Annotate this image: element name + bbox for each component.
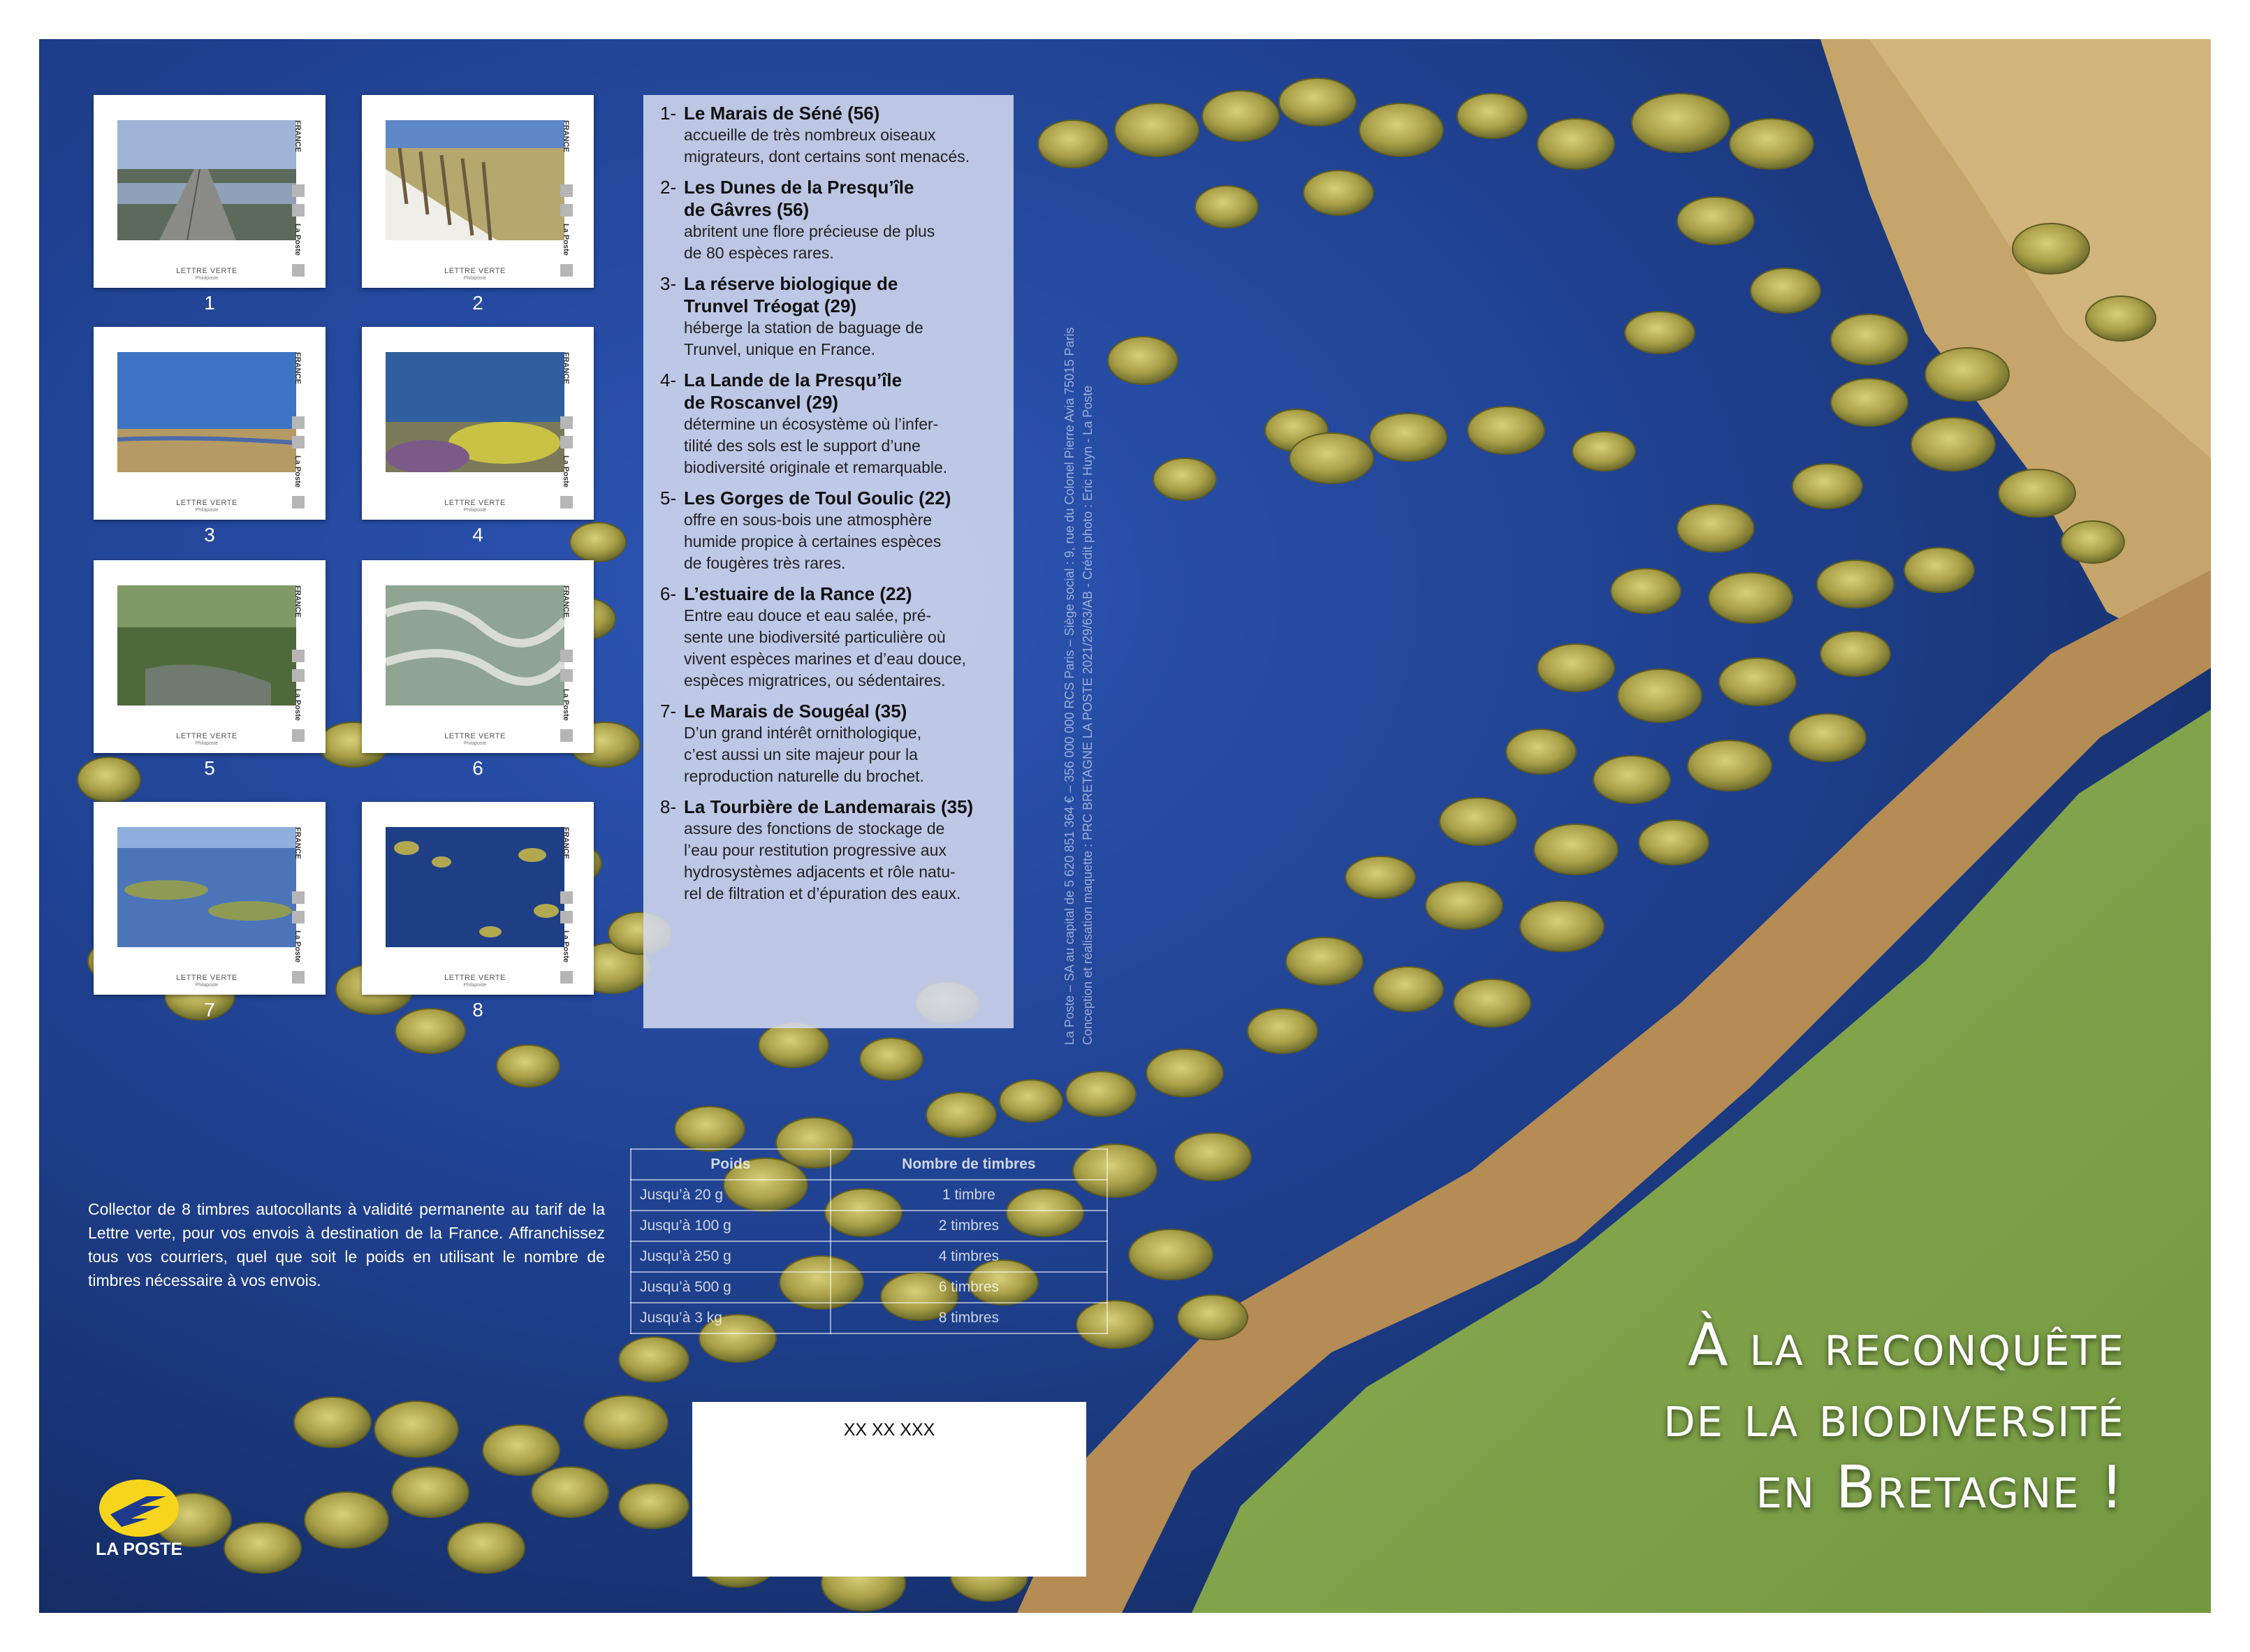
stamp-printer: Philaposte xyxy=(195,983,219,988)
sheet-title xyxy=(1227,1309,2125,1523)
site-desc-line: de fougères très rares. xyxy=(684,554,846,572)
site-title: Les Gorges de Toul Goulic (22) xyxy=(684,488,951,509)
stamp-1 xyxy=(94,95,326,288)
site-number: 1- xyxy=(660,103,677,124)
legal-mentions xyxy=(1060,130,1097,1045)
stamp-printer: Philaposte xyxy=(195,508,219,513)
site-number: 4- xyxy=(660,370,677,390)
site-entry xyxy=(660,583,1000,692)
site-desc-line: D’un grand intérêt ornithologique, xyxy=(684,724,922,742)
legal-line: Conception et réalisation maquette : PRC BRETAGNE LA POSTE 2021/29/63/AB - Crédit photo : Eric Huyn - La Poste xyxy=(1081,385,1095,1045)
site-desc-line: c’est aussi un site majeur pour la xyxy=(684,745,918,763)
stamp-4 xyxy=(362,327,594,520)
stamp-photo-peat-bog xyxy=(386,827,564,947)
title-line: en Bretagne ! xyxy=(1755,1453,2125,1521)
site-number: 2- xyxy=(660,177,677,198)
site-number: 5- xyxy=(660,488,677,509)
site-title-line2: Trunvel Tréogat (29) xyxy=(684,295,857,316)
stamp-tariff: LETTRE VERTE xyxy=(176,732,238,740)
site-entry xyxy=(660,102,1000,168)
stamp-tariff: LETTRE VERTE xyxy=(444,974,506,982)
table-cell-stamps: 8 timbres xyxy=(831,1303,1107,1333)
stamp-brand: La Poste xyxy=(562,930,570,963)
stamp-7 xyxy=(94,802,326,995)
stamp-printer: Philaposte xyxy=(463,276,487,281)
table-header-stamps: Nombre de timbres xyxy=(831,1149,1107,1180)
stamp-brand: La Poste xyxy=(293,689,302,721)
logo-label: LA POSTE xyxy=(95,1540,183,1559)
site-desc-line: rel de filtration et d’épuration des eaux. xyxy=(684,884,961,902)
stamp-8 xyxy=(362,802,594,995)
site-title: Le Marais de Sougéal (35) xyxy=(684,701,907,722)
site-desc-line: hydrosystèmes adjacents et rôle natu- xyxy=(684,863,956,881)
stamp-number: 1 xyxy=(204,292,215,314)
site-title-line2: de Roscanvel (29) xyxy=(684,392,839,413)
stamp-photo-dunes-fence xyxy=(386,120,564,240)
table-cell-stamps: 6 timbres xyxy=(831,1272,1107,1303)
stamp-country: FRANCE xyxy=(562,585,570,617)
site-desc-line: abritent une flore précieuse de plus xyxy=(684,222,935,240)
site-desc-line: Entre eau douce et eau salée, pré- xyxy=(684,606,932,624)
site-desc-line: humide propice à certaines espèces xyxy=(684,532,942,550)
table-cell-stamps: 2 timbres xyxy=(831,1211,1107,1241)
code-box xyxy=(692,1402,1086,1577)
site-entry xyxy=(660,176,1000,264)
site-entry xyxy=(660,487,1000,574)
site-desc-line: détermine un écosystème où l’infer- xyxy=(684,415,939,433)
stamp-country: FRANCE xyxy=(293,827,302,859)
stamp-photo-marsh-water xyxy=(117,827,296,947)
stamp-country: FRANCE xyxy=(293,585,302,617)
table-cell-weight: Jusqu’à 100 g xyxy=(631,1211,831,1241)
site-desc-line: Trunvel, unique en France. xyxy=(684,340,876,358)
stamp-tariff: LETTRE VERTE xyxy=(444,499,506,507)
stamp-photo-forest-stream xyxy=(117,585,296,706)
site-desc-line: héberge la station de baguage de xyxy=(684,319,923,337)
site-desc-line: tilité des sols est le support d’une xyxy=(684,437,921,455)
stamp-brand: La Poste xyxy=(562,455,570,488)
stamp-printer: Philaposte xyxy=(463,983,487,988)
stamp-printer: Philaposte xyxy=(195,741,219,746)
collector-sheet xyxy=(39,39,2211,1613)
table-row xyxy=(631,1303,1107,1333)
site-desc-line: espèces migratrices, ou sédentaires. xyxy=(684,671,946,689)
site-desc-line: reproduction naturelle du brochet. xyxy=(684,767,924,785)
table-cell-stamps: 1 timbre xyxy=(831,1180,1107,1211)
stamp-country: FRANCE xyxy=(293,120,302,152)
site-entry xyxy=(660,700,1000,787)
stamp-photo-estuary-aerial xyxy=(386,585,564,706)
la-poste-bird-icon xyxy=(98,1478,180,1538)
sites-description-panel xyxy=(643,95,1014,1028)
stamp-country: FRANCE xyxy=(562,827,570,859)
site-desc-line: offre en sous-bois une atmosphère xyxy=(684,511,933,529)
stamp-tariff: LETTRE VERTE xyxy=(176,499,238,507)
stamp-number: 7 xyxy=(204,999,215,1021)
stamp-country: FRANCE xyxy=(562,352,570,384)
site-entry xyxy=(660,272,1000,360)
stamp-5 xyxy=(94,560,326,753)
site-title: Le Marais de Séné (56) xyxy=(684,103,880,124)
site-title: La réserve biologique de xyxy=(684,273,898,294)
site-desc-line: de 80 espèces rares. xyxy=(684,244,834,262)
stamp-3 xyxy=(94,327,326,520)
stamp-country: FRANCE xyxy=(562,120,570,152)
stamp-brand: La Poste xyxy=(293,224,302,256)
stamp-2 xyxy=(362,95,594,288)
table-header-weight: Poids xyxy=(631,1149,831,1180)
table-cell-weight: Jusqu’à 20 g xyxy=(631,1180,831,1211)
site-desc-line: accueille de très nombreux oiseaux xyxy=(684,126,936,144)
site-desc-line: sente une biodiversité particulière où xyxy=(684,628,946,646)
site-desc-line: migrateurs, dont certains sont menacés. xyxy=(684,147,970,166)
site-entry xyxy=(660,369,1000,478)
stamp-brand: La Poste xyxy=(293,930,302,963)
stamp-printer: Philaposte xyxy=(463,741,487,746)
site-desc-line: vivent espèces marines et d’eau douce, xyxy=(684,650,967,668)
stamp-number: 2 xyxy=(472,292,483,314)
stamp-6 xyxy=(362,560,594,753)
table-row xyxy=(631,1211,1107,1241)
stamp-printer: Philaposte xyxy=(463,508,487,513)
postage-table xyxy=(630,1148,1108,1334)
site-title: Les Dunes de la Presqu’île xyxy=(684,177,914,198)
table-cell-weight: Jusqu’à 250 g xyxy=(631,1241,831,1272)
table-row xyxy=(631,1272,1107,1303)
site-number: 8- xyxy=(660,796,677,817)
site-desc-line: l’eau pour restitution progressive aux xyxy=(684,841,947,859)
table-cell-weight: Jusqu’à 500 g xyxy=(631,1272,831,1303)
title-line: À la reconquête xyxy=(1688,1310,2125,1379)
table-row xyxy=(631,1180,1107,1211)
table-cell-stamps: 4 timbres xyxy=(831,1241,1107,1272)
collector-description: Collector de 8 timbres autocollants à validité permanente au tarif de la Lettre verte, pour vos envois à destination de la France. Affranchissez tous vos courriers, quel que soit le poids en utilisant le nombre de timbres nécessaire à vos envois. xyxy=(88,1200,605,1289)
table-row xyxy=(631,1241,1107,1272)
site-title: L’estuaire de la Rance (22) xyxy=(684,583,912,604)
stamp-brand: La Poste xyxy=(293,455,302,488)
stamp-photo-boardwalk-marsh xyxy=(117,120,296,240)
table-cell-weight: Jusqu’à 3 kg xyxy=(631,1303,831,1333)
stamp-number: 3 xyxy=(204,524,215,546)
stamp-tariff: LETTRE VERTE xyxy=(444,267,506,275)
stamp-printer: Philaposte xyxy=(195,276,219,281)
site-desc-line: assure des fonctions de stockage de xyxy=(684,819,945,838)
stamp-tariff: LETTRE VERTE xyxy=(176,267,238,275)
stamp-photo-reed-bed xyxy=(117,352,296,472)
site-number: 7- xyxy=(660,701,677,722)
site-desc-line: biodiversité originale et remarquable. xyxy=(684,458,948,476)
stamp-number: 5 xyxy=(204,757,215,779)
site-title: La Tourbière de Landemarais (35) xyxy=(684,796,974,817)
la-poste-logo xyxy=(88,1478,193,1562)
stamp-brand: La Poste xyxy=(562,224,570,256)
site-number: 6- xyxy=(660,583,677,604)
code-placeholder: XX XX XXX xyxy=(843,1420,935,1440)
stamp-photo-coastal-heath xyxy=(386,352,564,472)
stamp-tariff: LETTRE VERTE xyxy=(176,974,238,982)
stamp-tariff: LETTRE VERTE xyxy=(444,732,506,740)
stamp-number: 4 xyxy=(472,524,483,546)
stamp-brand: La Poste xyxy=(562,689,570,721)
title-line: de la biodiversité xyxy=(1663,1382,2125,1450)
site-number: 3- xyxy=(660,273,677,294)
site-title: La Lande de la Presqu’île xyxy=(684,370,903,390)
stamp-number: 8 xyxy=(472,999,483,1021)
legal-line: La Poste – SA au capital de 5 620 851 364 € – 356 000 000 RCS Paris – Siège social : 9, rue du Colonel Pierre Avia 75015 Paris xyxy=(1062,327,1076,1045)
site-title-line2: de Gâvres (56) xyxy=(684,199,810,220)
site-entry xyxy=(660,796,1000,905)
stamp-number: 6 xyxy=(472,757,483,779)
stamp-country: FRANCE xyxy=(293,352,302,384)
